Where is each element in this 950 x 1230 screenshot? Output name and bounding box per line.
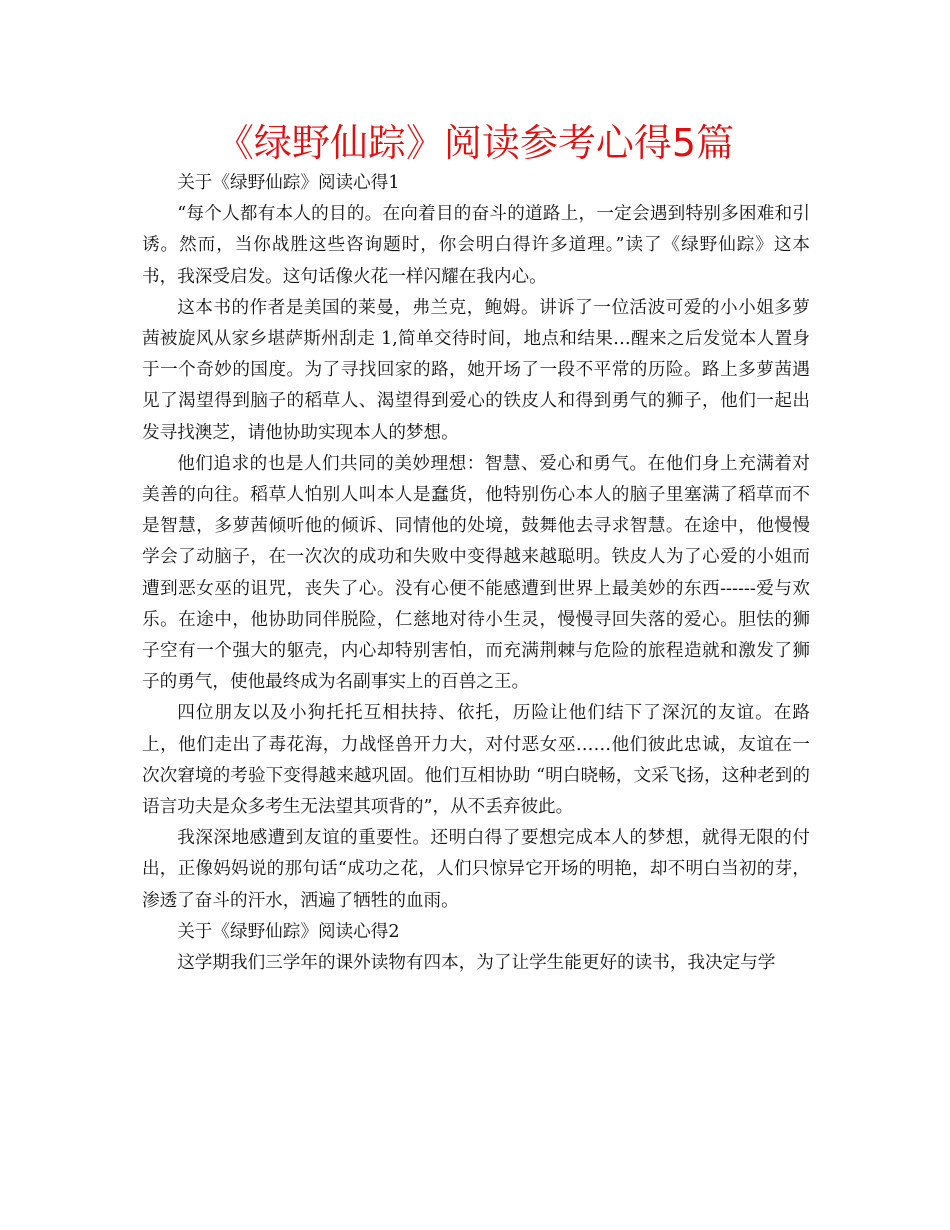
paragraph-quote: “每个人都有本人的目的。在向着目的奋斗的道路上，一定会遇到特别多困难和引诱。然而，当你战胜这些咨询题时，你会明白得许多道理。”读了《绿野仙踪》这本书，我深受启发。这句话像火花一样闪耀在我内心。 bbox=[142, 204, 810, 287]
section-heading-1: 关于《绿野仙踪》阅读心得1 bbox=[177, 173, 400, 193]
paragraph-reading-plan: 这学期我们三学年的课外读物有四本，为了让学生能更好的读书，我决定与学 bbox=[177, 953, 776, 974]
document-body bbox=[142, 168, 810, 979]
paragraph-friendship: 四位朋友以及小狗托托互相扶持、依托，历险让他们结下了深沉的友谊。在路上，他们走出了毒花海，力战怪兽开力大，对付恶女巫……他们彼此忠诚，友谊在一次次窘境的考验下变得越来越巩固。他们互相协助 “明白晓畅，文采飞扬，这种老到的语言功夫是众多考生无法望其项背的”，从不丢弃彼此。 bbox=[142, 703, 810, 818]
paragraph-author: 这本书的作者是美国的莱曼，弗兰克，鲍姆。讲诉了一位活波可爱的小小姐多萝茜被旋风从家乡堪萨斯州刮走 1,简单交待时间，地点和结果…醒来之后发觉本人置身于一个奇妙的国度。为了寻找回家的路，她开场了一段不平常的历险。路上多萝茜遇见了渴望得到脑子的稻草人、渴望得到爱心的铁皮人和得到勇气的狮子，他们一起出发寻找澳芝，请他协助实现本人的梦想。 bbox=[142, 297, 810, 443]
paragraph-ideals: 他们追求的也是人们共同的美妙理想：智慧、爱心和勇气。在他们身上充满着对美善的向往。稻草人怕别人叫本人是蠢货，他特别伤心本人的脑子里塞满了稻草而不是智慧，多萝茜倾听他的倾诉、同情他的处境，鼓舞他去寻求智慧。在途中，他慢慢学会了动脑子，在一次次的成功和失败中变得越来越聪明。铁皮人为了心爱的小姐而遭到恶女巫的诅咒，丧失了心。没有心便不能感遭到世界上最美妙的东西------爱与欢乐。在途中，他协助同伴脱险，仁慈地对待小生灵，慢慢寻回失落的爱心。胆怯的狮子空有一个强大的躯壳，内心却特别害怕，而充满荆棘与危险的旅程造就和激发了狮子的勇气，使他最终成为名副事实上的百兽之王。 bbox=[142, 453, 810, 693]
section-heading-2: 关于《绿野仙踪》阅读心得2 bbox=[177, 921, 400, 942]
document-title: 《绿野仙踪》阅读参考心得5篇 bbox=[215, 121, 735, 165]
paragraph-reflection: 我深深地感遭到友谊的重要性。还明白得了要想完成本人的梦想，就得无限的付出，正像妈妈说的那句话“成功之花，人们只惊异它开场的明艳，却不明白当初的芽，渗透了奋斗的汗水，洒遍了牺牲的血雨。 bbox=[142, 828, 810, 911]
